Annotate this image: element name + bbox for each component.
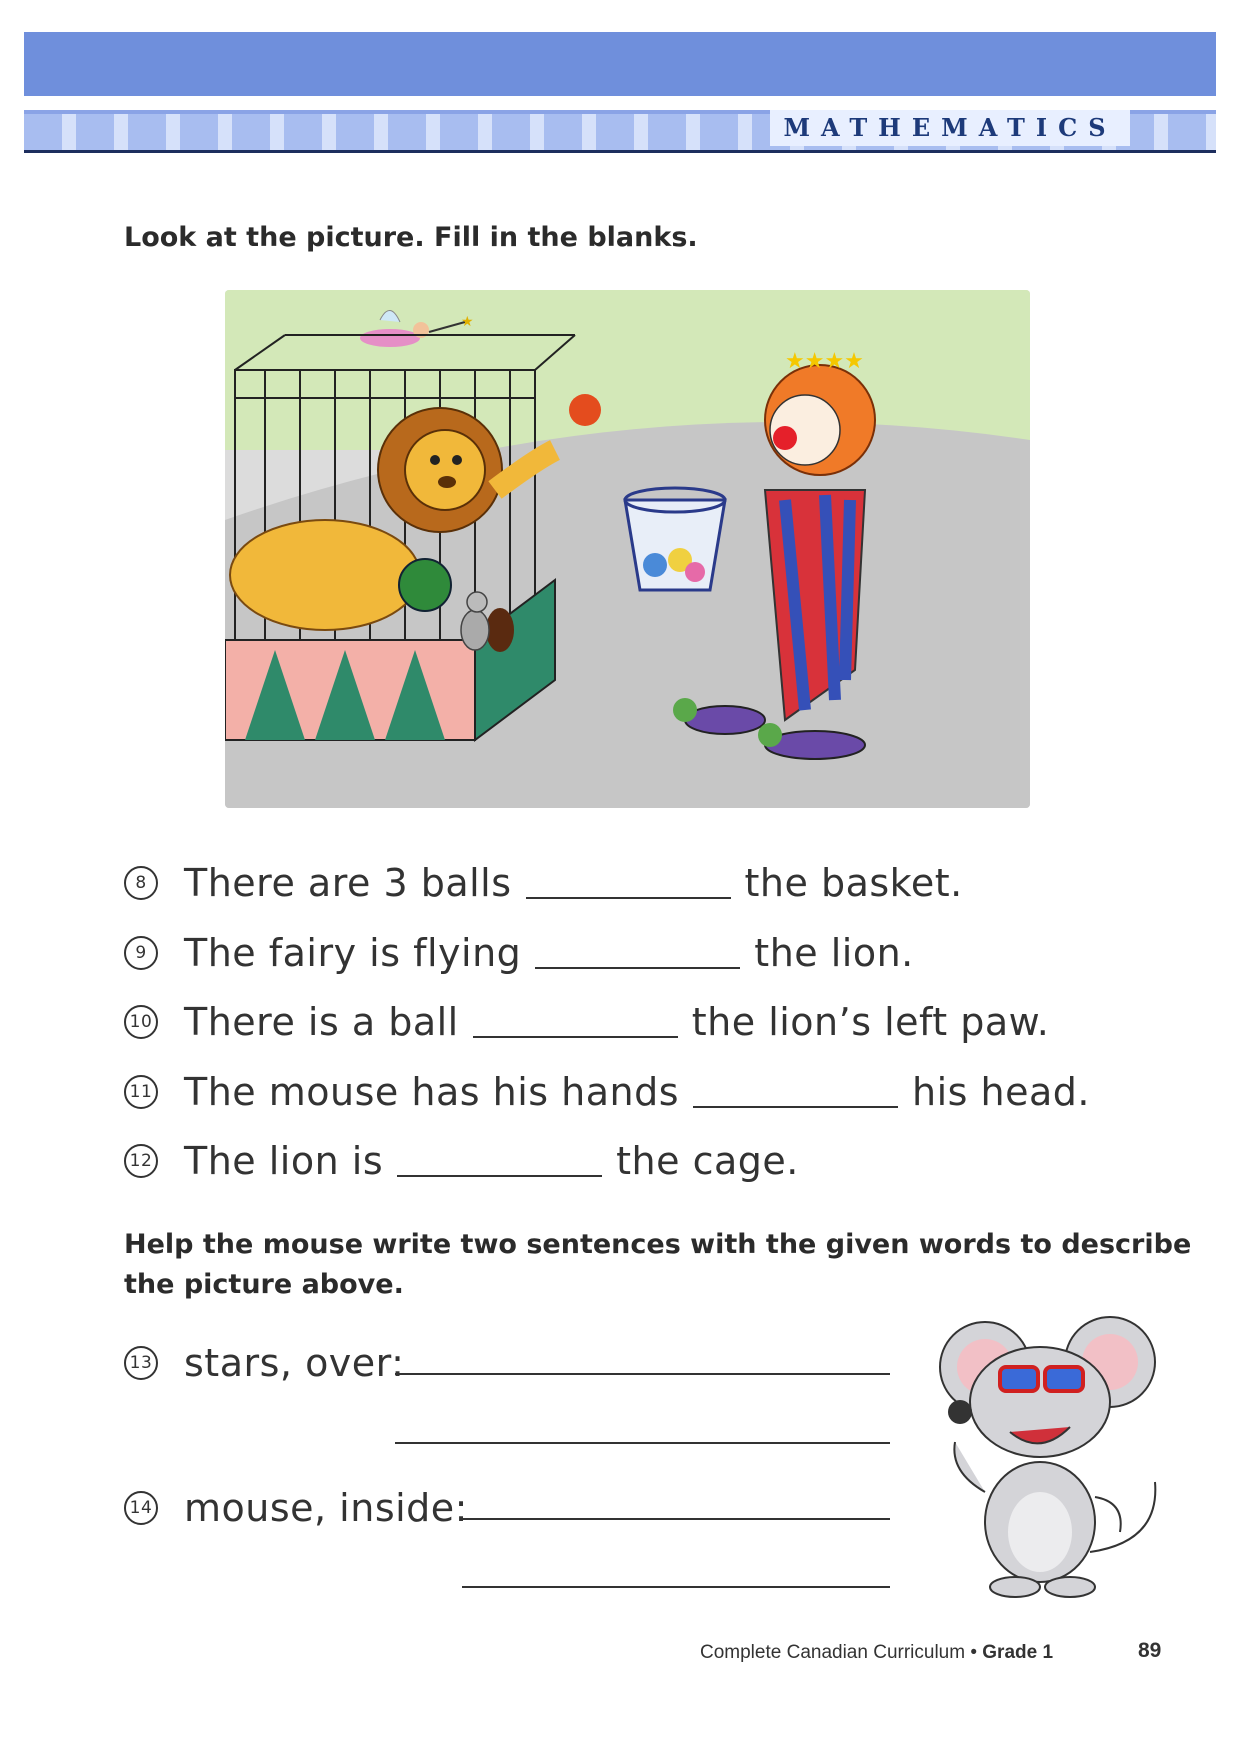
question-number: 12 [124, 1144, 158, 1178]
question-text-after: the lion. [754, 931, 914, 975]
basket-figure [625, 488, 725, 590]
question-number: 14 [124, 1491, 158, 1525]
page-number: 89 [1138, 1639, 1162, 1662]
question-8 [124, 858, 963, 908]
answer-line[interactable] [395, 1442, 890, 1444]
answer-blank[interactable] [535, 937, 740, 969]
circus-illustration [225, 290, 1030, 808]
question-text-before: The lion is [184, 1139, 384, 1183]
question-text-after: the lion’s left paw. [691, 1000, 1050, 1044]
header-banner [24, 32, 1216, 96]
question-text-after: the cage. [616, 1139, 799, 1183]
section1-instruction: Look at the picture. Fill in the blanks. [124, 222, 698, 253]
svg-text:★★★★: ★★★★ [785, 348, 864, 373]
question-10 [124, 997, 1049, 1047]
answer-line[interactable] [395, 1373, 890, 1375]
header-rule [24, 150, 1216, 153]
question-text-after: his head. [912, 1070, 1090, 1114]
answer-blank[interactable] [693, 1076, 898, 1108]
book-title: Complete Canadian Curriculum • [700, 1642, 977, 1663]
question-prompt: mouse, inside: [184, 1486, 468, 1530]
question-text-before: There is a ball [184, 1000, 459, 1044]
answer-blank[interactable] [473, 1006, 678, 1038]
mouse-mascot-illustration [930, 1312, 1170, 1602]
question-number: 8 [124, 866, 158, 900]
answer-blank[interactable] [526, 867, 731, 899]
question-prompt: stars, over: [184, 1341, 405, 1385]
section2-instruction-line2: the picture above. [124, 1269, 404, 1300]
question-text-after: the basket. [744, 861, 963, 905]
question-12 [124, 1136, 799, 1186]
question-11 [124, 1067, 1090, 1117]
question-number: 11 [124, 1075, 158, 1109]
question-9 [124, 928, 914, 978]
svg-text:★: ★ [461, 313, 474, 329]
question-number: 13 [124, 1346, 158, 1380]
subject-title: MATHEMATICS [770, 110, 1130, 146]
question-text-before: There are 3 balls [184, 861, 512, 905]
grade-label: Grade 1 [982, 1642, 1054, 1663]
section2-instruction-line1: Help the mouse write two sentences with the given words to describe [124, 1229, 1192, 1260]
question-14 [124, 1483, 468, 1533]
answer-blank[interactable] [397, 1145, 602, 1177]
question-number: 9 [124, 936, 158, 970]
question-text-before: The fairy is flying [184, 931, 522, 975]
book-footer [700, 1642, 1053, 1664]
question-number: 10 [124, 1005, 158, 1039]
answer-line[interactable] [462, 1518, 890, 1520]
question-text-before: The mouse has his hands [184, 1070, 679, 1114]
answer-line[interactable] [462, 1586, 890, 1588]
question-13 [124, 1338, 404, 1388]
